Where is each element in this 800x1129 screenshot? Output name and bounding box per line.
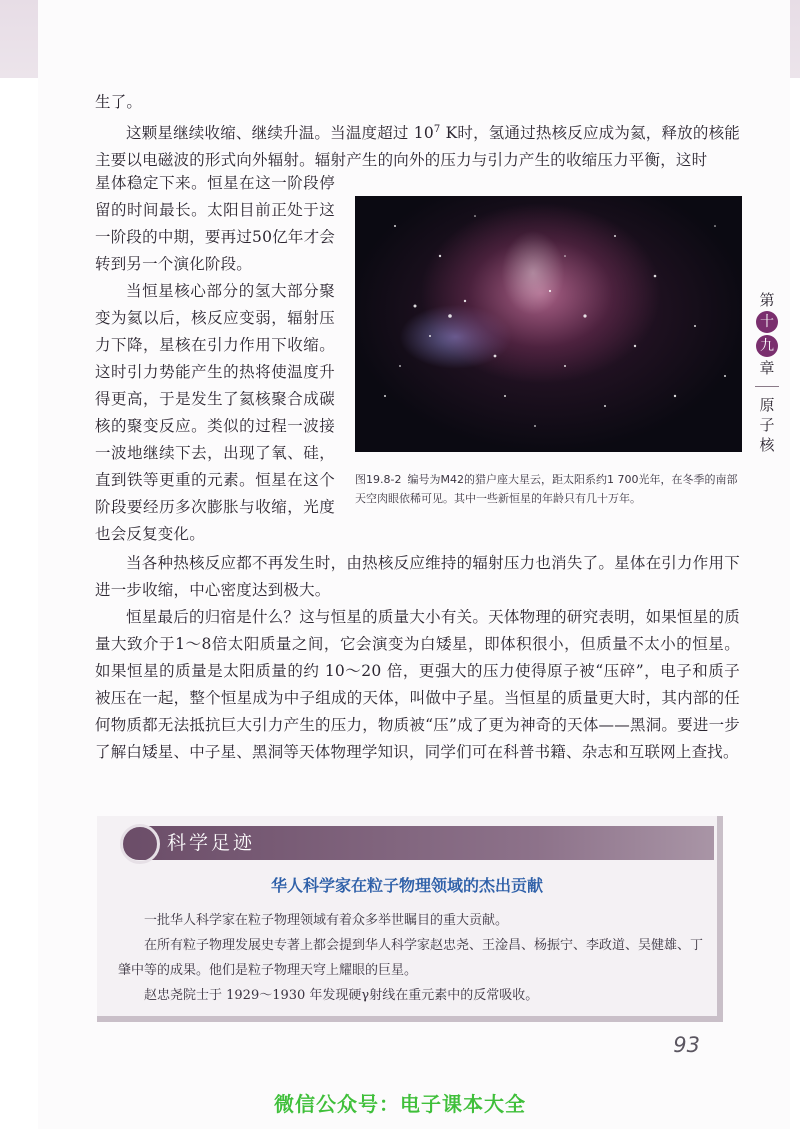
- heating-paragraph: [95, 116, 740, 174]
- ending-paragraph: [95, 550, 740, 604]
- left-column-text: [95, 170, 335, 548]
- box-paragraph: 赵忠尧院士于 1929～1930 年发现硬γ射线在重元素中的反常吸收。: [144, 988, 539, 1003]
- helium-fusion-paragraph: 当恒星核心部分的氢大部分聚变为氦以后，核反应变弱，辐射压力下降，星核在引力作用下收缩。这时引力势能产生的热将使温度升得更高，于是发生了氦核聚合成碳核的聚变反应。类似的过程一波接一波地继续下去，出现了氧、硅，直到铁等更重的元素。恒星在这个阶段要经历多次膨胀与收缩，光度也会反复变化。: [95, 282, 335, 543]
- fate-paragraph: [95, 604, 740, 766]
- watermark-text: 微信公众号：电子课本大全: [274, 1092, 526, 1116]
- header-ring-icon: [120, 824, 160, 864]
- page-number: 93: [673, 1033, 700, 1057]
- heating-line: [95, 116, 740, 174]
- figure-caption: [355, 470, 745, 508]
- continuation-text: [95, 89, 740, 116]
- orion-nebula-photo: [355, 196, 742, 452]
- fate-text: 恒星最后的归宿是什么？这与恒星的质量大小有关。天体物理的研究表明，如果恒星的质量大致介于1～8倍太阳质量之间，它会演变为白矮星，即体积很小，但质量不太小的恒星。如果恒星的质量是太阳质量的约 10～20 倍，更强大的压力使得原子被“压碎”，电子和质子被压在一起，整个恒星成为中子组成的天体，叫做中子星。当恒星的质量更大时，其内部的任何物质都无法抵抗巨大引力产生的压力，物质被“压”成了更为神奇的天体——黑洞。要进一步了解白矮星、中子星、黑洞等天体物理学知识，同学们可在科普书籍、杂志和互联网上查找。: [95, 608, 740, 761]
- figure-caption-text: 编号为M42的猎户座大星云，距太阳系约1 700光年，在冬季的南部天空肉眼依稀可见。其中一些新恒星的年龄只有几十万年。: [355, 473, 738, 505]
- chapter-separator: [755, 386, 779, 387]
- box-header-label: 科学足迹: [167, 832, 256, 854]
- chapter-zhang: 章: [759, 359, 775, 377]
- box-paragraph: 在所有粒子物理发展史专著上都会提到华人科学家赵忠尧、王淦昌、杨振宁、李政道、吴健雄、丁肇中等的成果。他们是粒子物理天穹上耀眼的巨星。: [118, 938, 704, 978]
- ending-text: 当各种热核反应都不再发生时，由热核反应维持的辐射压力也消失了。星体在引力作用下进一步收缩，中心密度达到极大。: [95, 554, 740, 599]
- figure-number: 图19.8-2: [355, 473, 402, 486]
- box-title: 华人科学家在粒子物理领域的杰出贡献: [270, 876, 543, 895]
- chapter-tab: [752, 290, 782, 466]
- chapter-title-char: 原: [759, 396, 775, 414]
- chapter-title-char: 核: [759, 436, 775, 454]
- star-field: [355, 196, 742, 452]
- box-body: [118, 908, 708, 1008]
- heating-text-b: K时，氢通过热核反应成为氦，释放的核能主要以电磁波的形式向外辐射。辐射产生的向外的压力与引力产生的收缩压力平衡，这时: [95, 124, 740, 170]
- continuation-line: 生了。: [95, 93, 143, 111]
- heating-text-a: 这颗星继续收缩、继续升温。当温度超过 10: [126, 124, 434, 143]
- stable-star-paragraph: 星体稳定下来。恒星在这一阶段停留的时间最长。太阳目前正处于这一阶段的中期，要再过50亿年才会转到另一个演化阶段。: [95, 174, 335, 273]
- chapter-number-2: 九: [756, 335, 778, 357]
- chapter-di: 第: [759, 291, 775, 309]
- box-header: [122, 826, 714, 860]
- chapter-title-char: 子: [759, 416, 775, 434]
- chapter-number-1: 十: [756, 311, 778, 333]
- box-paragraph: 一批华人科学家在粒子物理领域有着众多举世瞩目的重大贡献。: [144, 913, 509, 928]
- exponent: 7: [433, 124, 441, 135]
